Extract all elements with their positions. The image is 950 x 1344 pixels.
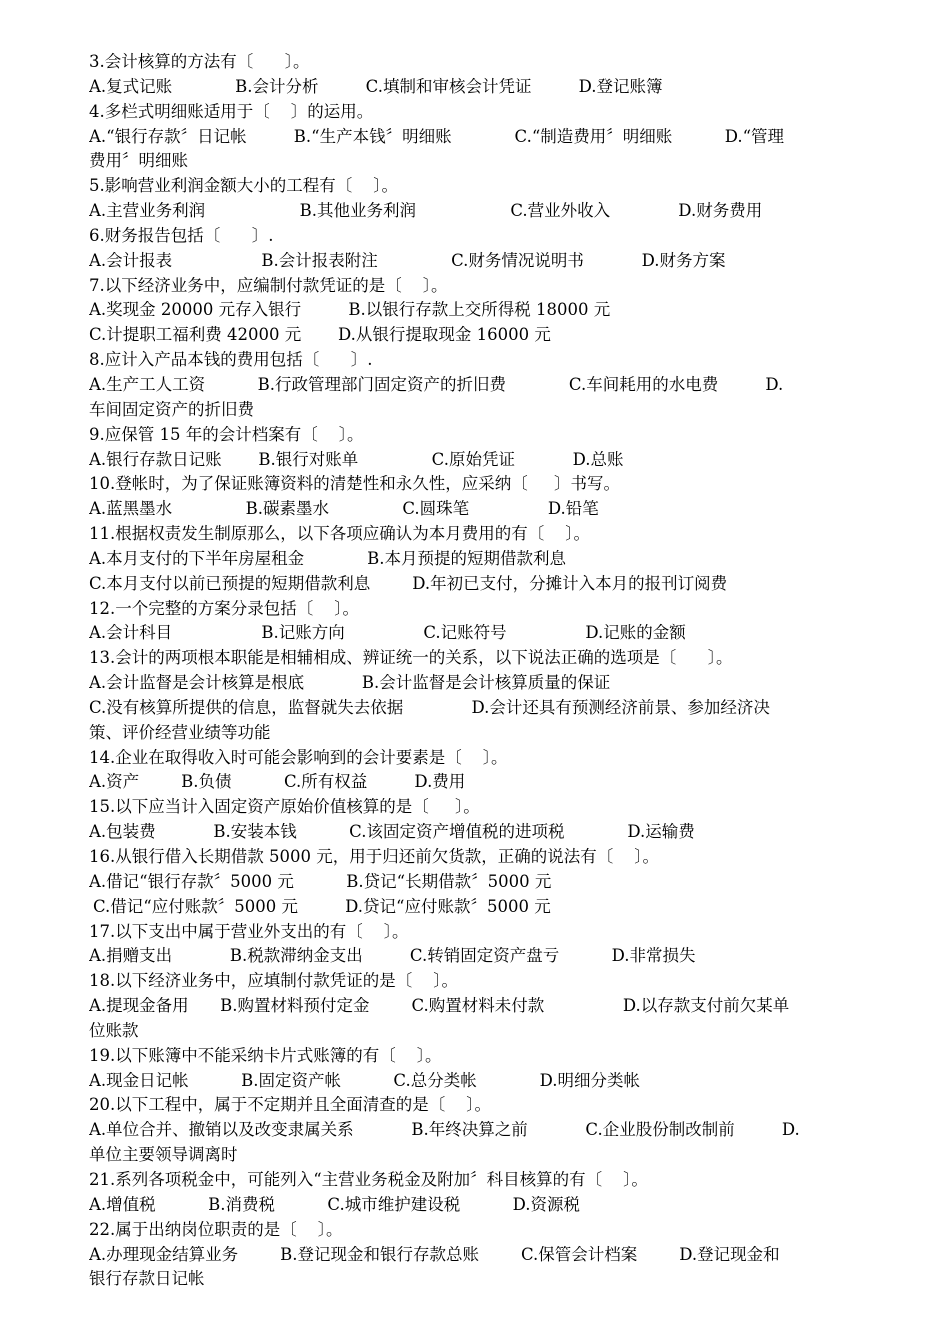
question-10-options: A.蓝黑墨水 B.碳素墨水 C.圆珠笔 D.铅笔: [89, 499, 599, 519]
question-16-options-cd: C.借记“应付账款〞5000 元 D.贷记“应付账款〞5000 元: [93, 896, 551, 916]
question-4-stem: 4.多栏式明细账适用于〔 〕的运用。: [89, 101, 374, 121]
question-3-options: A.复式记账 B.会计分析 C.填制和审核会计凭证 D.登记账簿: [89, 76, 663, 96]
question-11-stem: 11.根据权责发生制原那么，以下各项应确认为本月费用的有〔 〕。: [89, 524, 590, 544]
question-22-stem: 22.属于出纳岗位职责的是〔 〕。: [89, 1219, 343, 1239]
question-3-stem: 3.会计核算的方法有〔 〕。: [89, 52, 310, 71]
question-5-options: A.主营业务利润 B.其他业务利润 C.营业外收入 D.财务费用: [89, 201, 763, 221]
question-13-options-cont: 策、评价经营业绩等功能: [89, 722, 271, 742]
question-7-options-cd: C.计提职工福利费 42000 元 D.从银行提取现金 16000 元: [89, 325, 551, 345]
question-6-stem: 6.财务报告包括〔 〕.: [89, 225, 274, 245]
question-21-stem: 21.系列各项税金中，可能列入“主营业务税金及附加〞科目核算的有〔 〕。: [89, 1169, 648, 1189]
question-22-options: A.办理现金结算业务 B.登记现金和银行存款总账 C.保管会计档案 D.登记现金和: [89, 1244, 780, 1264]
question-7-options-ab: A.奖现金 20000 元存入银行 B.以银行存款上交所得税 18000 元: [89, 300, 611, 320]
question-16-stem: 16.从银行借入长期借款 5000 元，用于归还前欠货款，正确的说法有〔 〕。: [89, 847, 659, 866]
question-13-options-ab: A.会计监督是会计核算是根底 B.会计监督是会计核算质量的保证: [89, 673, 611, 693]
question-17-stem: 17.以下支出中属于营业外支出的有〔 〕。: [89, 921, 409, 941]
question-22-options-cont: 银行存款日记帐: [89, 1269, 205, 1289]
question-9-options: A.银行存款日记账 B.银行对账单 C.原始凭证 D.总账: [89, 449, 624, 469]
question-19-stem: 19.以下账簿中不能采纳卡片式账簿的有〔 〕。: [89, 1045, 442, 1065]
question-18-options: A.提现金备用 B.购置材料预付定金 C.购置材料未付款 D.以存款支付前欠某单: [89, 996, 790, 1016]
question-19-options: A.现金日记帐 B.固定资产帐 C.总分类帐 D.明细分类帐: [89, 1070, 641, 1090]
question-14-options: A.资产 B.负债 C.所有权益 D.费用: [89, 772, 466, 792]
question-21-options: A.增值税 B.消费税 C.城市维护建设税 D.资源税: [89, 1194, 581, 1214]
question-18-options-cont: 位账款: [89, 1020, 139, 1040]
document-body: [89, 50, 847, 1292]
question-12-stem: 12.一个完整的方案分录包括〔 〕。: [89, 598, 359, 618]
question-4-options: A.“银行存款〞日记帐 B.“生产本钱〞明细账 C.“制造费用〞明细账 D.“管理: [89, 126, 785, 146]
question-16-options-ab: A.借记“银行存款〞5000 元 B.贷记“长期借款〞5000 元: [89, 871, 552, 891]
question-11-options-cd: C.本月支付以前已预提的短期借款利息 D.年初已支付，分摊计入本月的报刊订阅费: [89, 573, 728, 593]
question-17-options: A.捐赠支出 B.税款滞纳金支出 C.转销固定资产盘亏 D.非常损失: [89, 946, 696, 966]
question-4-options-cont: 费用〞明细账: [89, 151, 188, 171]
question-13-options-cd: C.没有核算所提供的信息，监督就失去依据 D.会计还具有预测经济前景、参加经济决: [89, 697, 770, 717]
question-14-stem: 14.企业在取得收入时可能会影响到的会计要素是〔 〕。: [89, 747, 508, 767]
question-8-options-cont: 车间固定资产的折旧费: [89, 399, 254, 419]
question-13-stem: 13.会计的两项根本职能是相辅相成、辨证统一的关系，以下说法正确的选项是〔 〕。: [89, 648, 733, 668]
question-7-stem: 7.以下经济业务中，应编制付款凭证的是〔 〕。: [89, 275, 448, 295]
question-10-stem: 10.登帐时，为了保证账簿资料的清楚性和永久性，应采纳〔 〕书写。: [89, 474, 620, 494]
question-5-stem: 5.影响营业利润金额大小的工程有〔 〕。: [89, 176, 398, 196]
question-15-stem: 15.以下应当计入固定资产原始价值核算的是〔 〕。: [89, 797, 480, 817]
question-15-options: A.包装费 B.安装本钱 C.该固定资产增值税的进项税 D.运输费: [89, 822, 695, 842]
question-20-options-cont: 单位主要领导调离时: [89, 1145, 238, 1165]
question-11-options-ab: A.本月支付的下半年房屋租金 B.本月预提的短期借款利息: [89, 548, 566, 568]
question-6-options: A.会计报表 B.会计报表附注 C.财务情况说明书 D.财务方案: [89, 250, 726, 270]
question-8-options: A.生产工人工资 B.行政管理部门固定资产的折旧费 C.车间耗用的水电费 D.: [89, 374, 784, 394]
question-20-stem: 20.以下工程中，属于不定期并且全面清查的是〔 〕。: [89, 1095, 491, 1115]
question-20-options: A.单位合并、撤销以及改变隶属关系 B.年终决算之前 C.企业股份制改制前 D.: [89, 1120, 800, 1140]
question-8-stem: 8.应计入产品本钱的费用包括〔 〕.: [89, 350, 373, 370]
question-12-options: A.会计科目 B.记账方向 C.记账符号 D.记账的金额: [89, 623, 686, 643]
question-18-stem: 18.以下经济业务中，应填制付款凭证的是〔 〕。: [89, 971, 458, 991]
question-9-stem: 9.应保管 15 年的会计档案有〔 〕。: [89, 424, 364, 444]
